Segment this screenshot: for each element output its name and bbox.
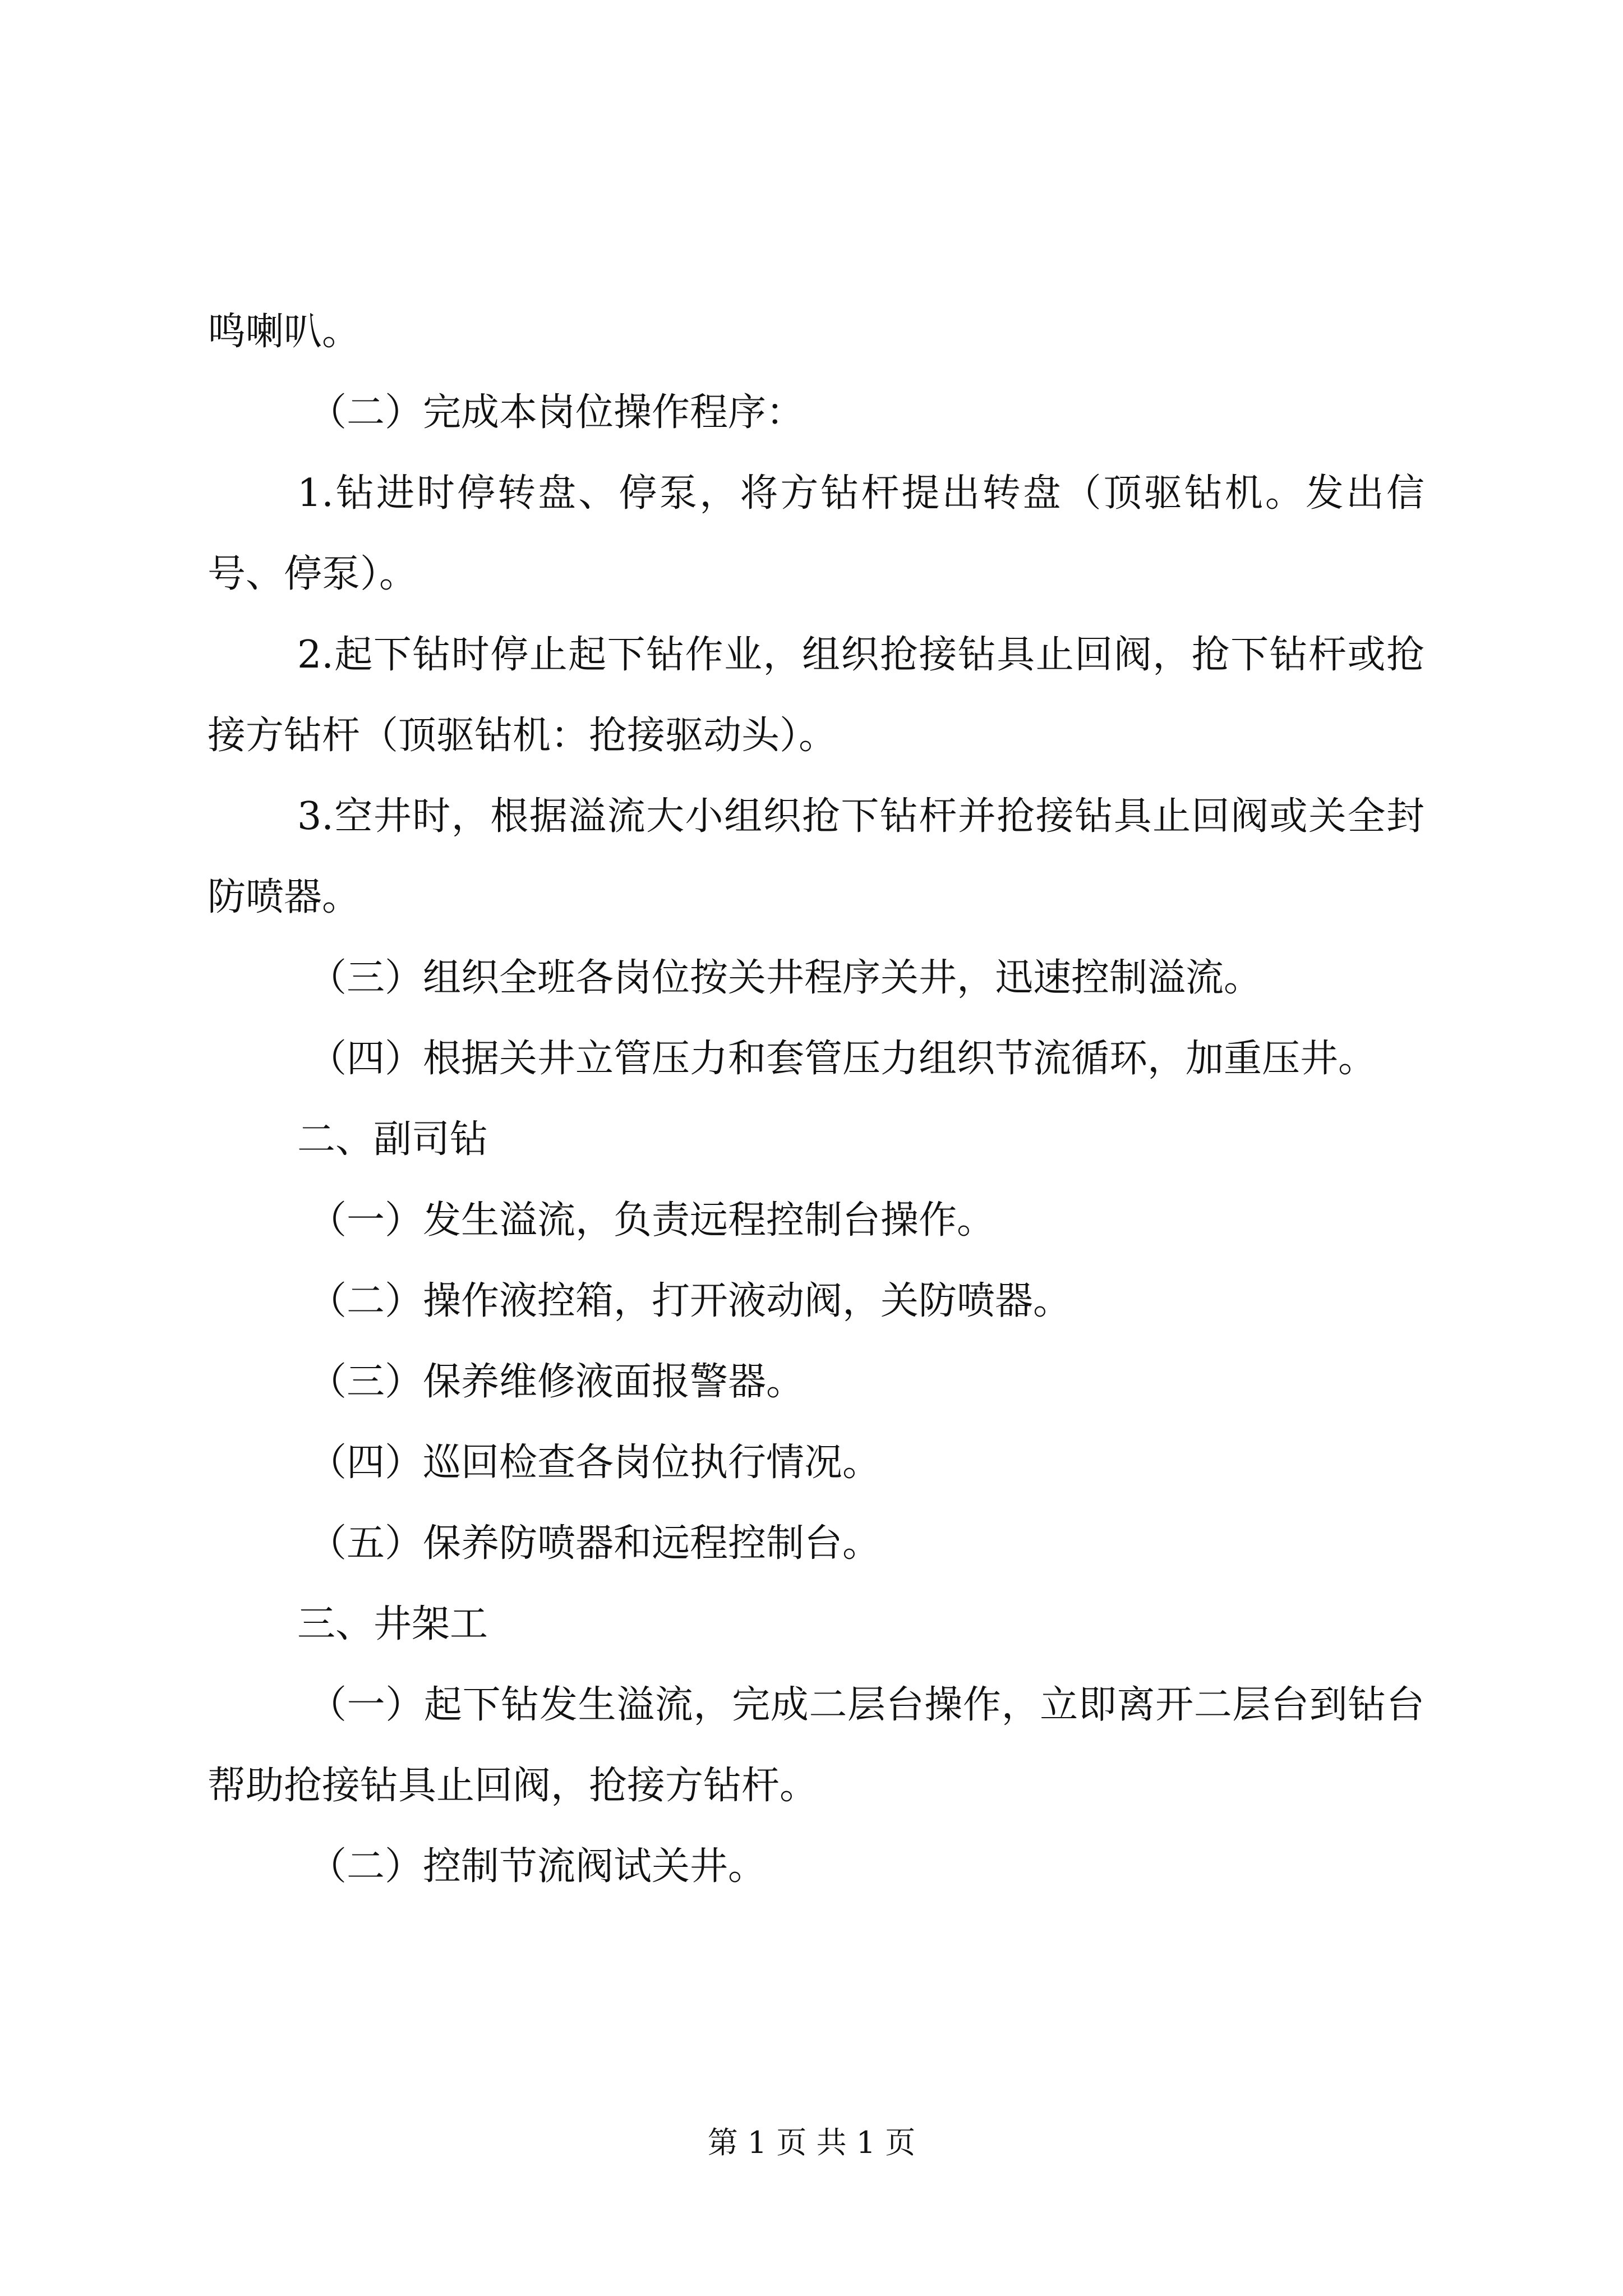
section-heading-derrickman: 三、井架工 — [297, 1602, 488, 1646]
document-body — [208, 292, 1424, 1907]
paragraph-item-3: （三）组织全班各岗位按关井程序关井，迅速控制溢流。 — [308, 956, 1262, 1000]
paragraph-item-4: （四）根据关井立管压力和套管压力组织节流循环，加重压井。 — [308, 1037, 1377, 1081]
page-number-footer: 第 1 页 共 1 页 — [707, 2125, 916, 2160]
paragraph-duty-3: （三）保养维修液面报警器。 — [308, 1360, 805, 1404]
paragraph-derrick-duty-1: （一）起下钻发生溢流，完成二层台操作，立即离开二层台到钻台帮助抢接钻具止回阀，抢接方钻杆。 — [208, 1683, 1424, 1808]
paragraph-duty-4: （四）巡回检查各岗位执行情况。 — [308, 1441, 881, 1485]
paragraph-step-2: 2.起下钻时停止起下钻作业，组织抢接钻具止回阀，抢下钻杆或抢接方钻杆（顶驱钻机：抢接驱动头）。 — [208, 633, 1424, 758]
paragraph-continuation: 鸣喇叭。 — [208, 310, 361, 354]
paragraph-duty-2: （二）操作液控箱，打开液动阀，关防喷器。 — [308, 1279, 1072, 1323]
paragraph-step-3: 3.空井时，根据溢流大小组织抢下钻杆并抢接钻具止回阀或关全封防喷器。 — [208, 794, 1424, 919]
paragraph-step-1: 1.钻进时停转盘、停泵，将方钻杆提出转盘（顶驱钻机。发出信号、停泵）。 — [208, 471, 1424, 596]
paragraph-item-2: （二）完成本岗位操作程序： — [308, 390, 805, 435]
paragraph-duty-1: （一）发生溢流，负责远程控制台操作。 — [308, 1198, 995, 1243]
paragraph-duty-5: （五）保养防喷器和远程控制台。 — [308, 1521, 881, 1566]
section-heading-assistant-driller: 二、副司钻 — [297, 1117, 488, 1162]
paragraph-derrick-duty-2: （二）控制节流阀试关井。 — [308, 1844, 767, 1889]
